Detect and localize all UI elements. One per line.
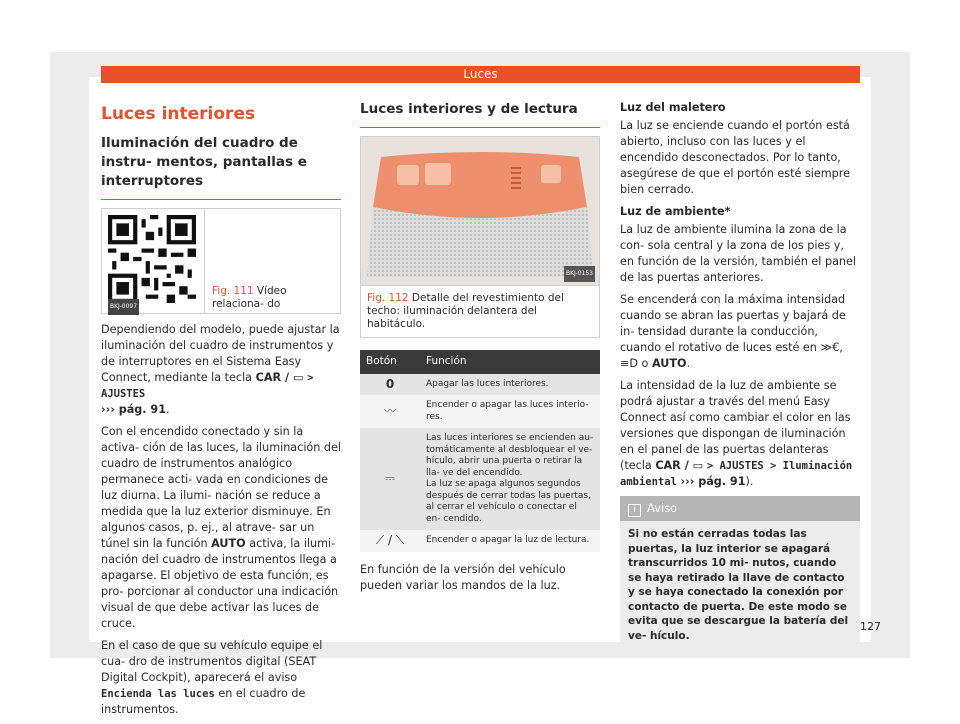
column-left (101, 100, 341, 724)
column-middle (360, 100, 600, 600)
text: en el cuadro de instrumentos. (101, 687, 306, 716)
text: Con el encendido conectado y sin la activa- ción de las luces, la iluminación del cuadro de instrumentos analógico permanece acti- vada en condiciones de luz diurna. La ilumi- nación se reduce a medida que la luz exterior disminuye. En algunos casos, p. ej., al atrave- sar un túnel sin la función (101, 425, 342, 550)
section-title: Luces interiores y de lectura (360, 100, 600, 128)
figure-code: BKJ-0097 (108, 299, 139, 315)
paragraph: En función de la versión del vehículo pueden variar los mandos de la luz. (360, 562, 566, 592)
paragraph: La luz se enciende cuando el portón está abierto, incluso con las luces y el encendido desconectados. Por lo tanto, asegúrese de que el portón esté siempre bien cerrado. (620, 119, 850, 196)
column-header: Botón (360, 350, 420, 374)
paragraph: La luz de ambiente ilumina la zona de la con- sola central y la zona de los pies y, en función de la versión, también el panel de las puertas anteriores. (620, 223, 857, 284)
chapter-header: Luces (101, 66, 860, 83)
figure-number: Fig. 112 (367, 292, 409, 304)
roof-lamp-illustration (361, 137, 599, 285)
door-contact-icon: ⎓ (360, 428, 420, 530)
notice-title: Aviso (647, 501, 678, 515)
table-row (360, 428, 600, 530)
figure-caption-text: Vídeo relaciona- do (212, 285, 287, 310)
figure-caption-text: Detalle del revestimiento del techo: iluminación delantera del habitáculo. (367, 292, 564, 330)
text: activa, la ilumi- nación del cuadro de instrumentos llega a apagarse. El objetivo de esta función, es pro- porcionar al conductor una indicación visual de que debe activar las luces de cruce. (101, 537, 339, 630)
notice-box (620, 496, 860, 651)
auto-icon: AUTO (651, 357, 687, 370)
info-icon: i (628, 504, 641, 517)
text: Dependiendo del modelo, puede ajustar la iluminación del cuadro de instrumentos y de interruptores en el Sistema Easy Connect, mediante la tecla (101, 323, 340, 384)
section-title: Luces interiores (101, 104, 256, 124)
column-right (620, 100, 860, 651)
text: . (166, 403, 170, 416)
car-key-icon: CAR / ▭ (655, 459, 704, 472)
notice-header (620, 496, 860, 521)
paragraph (101, 424, 341, 632)
paragraph (620, 292, 860, 372)
light-switch-icons: ≫€, ≡D o (620, 341, 843, 370)
menu-path: > AJUSTES (101, 372, 314, 400)
text: La intensidad de la luz de ambiente se podrá ajustar a través del menú Easy Connect así como cambiar el color en las versiones que dispongan de iluminación en el panel de las puertas delanteras (tecla (620, 379, 851, 472)
paragraph (620, 378, 860, 490)
figure-number: Fig. 111 (212, 285, 254, 297)
figure-caption (212, 285, 337, 311)
off-button-icon: 0 (360, 374, 420, 396)
figure-111 (101, 208, 341, 314)
table-header-row (360, 350, 600, 374)
figure-112 (360, 136, 600, 338)
text: . (686, 357, 691, 370)
controls-table (360, 350, 600, 552)
menu-path: > AJUSTES > Iluminación ambiental (620, 460, 853, 488)
table-cell: Encender o apagar la luz de lectura. (420, 530, 600, 552)
paragraph (101, 638, 341, 718)
figure-code: BKJ-0153 (564, 266, 595, 282)
text: Se encenderá con la máxima intensidad cuando se abran las puertas y bajará de in- tensidad durante la conducción, cuando el rotativo de luces esté en (620, 293, 846, 354)
page-reference-link[interactable]: ››› pág. 91 (680, 475, 746, 488)
table-row (360, 530, 600, 552)
table-row (360, 374, 600, 396)
display-message: Encienda las luces (101, 688, 215, 700)
table-cell: Las luces interiores se encienden au- tomáticamente al desbloquear el ve- hículo, abrir una puerta o retirar la lla- ve del encendido. La luz se apaga algunos segundos después de cerrar todas las puertas, al cerrar el vehículo o conectar el en- cendido. (420, 428, 600, 530)
figure-caption (361, 285, 599, 337)
heading-ambiente: Luz de ambiente* (620, 205, 731, 218)
column-header: Función (420, 350, 600, 374)
table-cell: Apagar las luces interiores. (420, 374, 600, 396)
car-key-icon: CAR / ▭ (255, 371, 304, 384)
qr-code-icon[interactable] (108, 215, 196, 303)
heading-maletero: Luz del maletero (620, 101, 726, 114)
notice-text: Si no están cerradas todas las puertas, la luz interior se apagará transcurridos 10 mi- nutos, cuando se haya retirado la llave de contacto y se haya conectado la conexión por contacto de puerta. De este modo se evita que se descargue la batería del ve- hículo. (628, 528, 849, 642)
interior-light-icon: 〰 (360, 395, 420, 428)
subsection-title: Iluminación del cuadro de instru- mentos, pantallas e interruptores (101, 134, 341, 200)
roof-lamp-photo (361, 137, 599, 285)
page-number: 127 (860, 620, 881, 633)
paragraph (101, 322, 341, 418)
figure-divider (204, 209, 205, 313)
text: En el caso de que su vehículo equipe el cua- dro de instrumentos digital (SEAT Digital Cockpit), aparecerá el aviso (101, 639, 323, 684)
reading-light-icon: ⟋ / ⟍ (360, 530, 420, 552)
auto-icon: AUTO (211, 537, 246, 550)
page-reference-link[interactable]: ››› pág. 91 (101, 403, 167, 416)
table-cell: Encender o apagar las luces interio- res. (420, 395, 600, 428)
text: ). (745, 475, 754, 488)
table-row (360, 395, 600, 428)
